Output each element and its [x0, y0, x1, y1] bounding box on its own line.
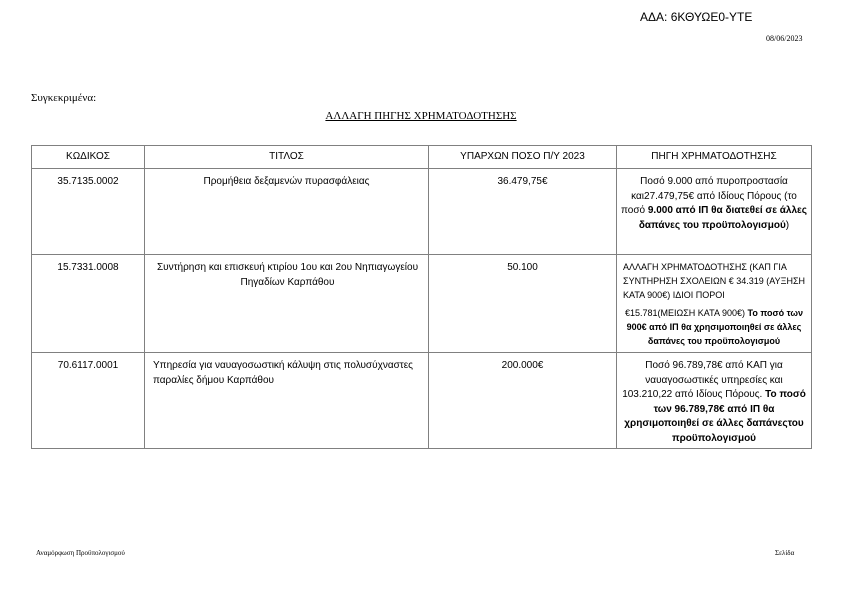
row-amount: 50.100	[429, 255, 617, 353]
intro-text: Συγκεκριμένα:	[31, 92, 97, 104]
table-row	[32, 169, 812, 255]
row-title: Συντήρηση και επισκευή κτιρίου 1ου και 2ου Νηπιαγωγείου Πηγαδίων Καρπάθου	[145, 255, 429, 353]
header-code: ΚΩΔΙΚΟΣ	[32, 146, 145, 169]
table-row	[32, 353, 812, 449]
row-title: Υπηρεσία για ναυαγοσωστική κάλυψη στις πολυσύχναστες παραλίες δήμου Καρπάθου	[145, 353, 429, 449]
table-row	[32, 255, 812, 353]
page-label: Σελίδα	[775, 549, 795, 557]
header-title: ΤΙΤΛΟΣ	[145, 146, 429, 169]
document-date: 08/06/2023	[766, 34, 803, 43]
row-source	[617, 255, 812, 353]
header-amount: ΥΠΑΡΧΩΝ ΠΟΣΟ Π/Υ 2023	[429, 146, 617, 169]
source-text-bold: Το ποσό των 96.789,78€ από ΙΠ θα χρησιμοποιηθεί σε άλλες δαπάνεςτου προϋπολογισμού	[624, 389, 806, 444]
source-text-bold: 9.000 από ΙΠ θα διατεθεί σε άλλες δαπάνες του προϋπολογισμού	[638, 205, 807, 231]
row-amount: 200.000€	[429, 353, 617, 449]
source-text: Ποσό 9.000 από πυροπροστασία και27.479,75€ από Ιδίους Πόρους (το ποσό	[621, 176, 797, 216]
funding-table	[31, 145, 812, 449]
table-header-row	[32, 146, 812, 169]
ada-code: ΑΔΑ: 6ΚΘΥΩΕ0-ΥΤΕ	[640, 10, 753, 24]
source-text-bold: Το ποσό των 900€ από ΙΠ θα χρησιμοποιηθεί σε άλλες δαπάνες του προϋπολογισμού	[626, 307, 803, 346]
header-source: ΠΗΓΗ ΧΡΗΜΑΤΟΔΟΤΗΣΗΣ	[617, 146, 812, 169]
row-source	[617, 353, 812, 449]
footer-label: Αναμόρφωση Προϋπολογισμού	[36, 549, 125, 557]
source-text: )	[785, 219, 790, 231]
row-source	[617, 169, 812, 255]
source-text: Ποσό 96.789,78€ από ΚΑΠ για ναυαγοσωστικές υπηρεσίες και 103.210,22 από Ιδίους Πόρους.	[622, 360, 783, 400]
row-code: 15.7331.0008	[32, 255, 145, 353]
row-code: 70.6117.0001	[32, 353, 145, 449]
source-text: €15.781(ΜΕΙΩΣΗ ΚΑΤΑ 900€)	[624, 307, 748, 318]
row-title: Προμήθεια δεξαμενών πυρασφάλειας	[145, 169, 429, 255]
section-title: ΑΛΛΑΓΗ ΠΗΓΗΣ ΧΡΗΜΑΤΟΔΟΤΗΣΗΣ	[325, 110, 517, 122]
row-amount: 36.479,75€	[429, 169, 617, 255]
source-text: ΑΛΛΑΓΗ ΧΡΗΜΑΤΟΔΟΤΗΣΗΣ (ΚΑΠ ΓΙΑ ΣΥΝΤΗΡΗΣΗ ΣΧΟΛΕΙΩΝ € 34.319 (ΑΥΞΗΣΗ ΚΑΤΑ 900€) ΙΔΙΟΙ ΠΟΡΟΙ	[623, 262, 806, 300]
row-code: 35.7135.0002	[32, 169, 145, 255]
